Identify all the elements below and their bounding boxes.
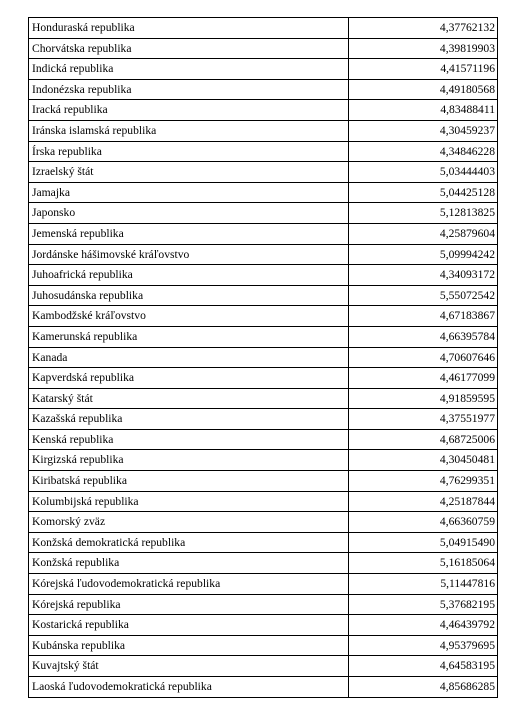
- rate-value-cell: 4,46439792: [349, 615, 498, 636]
- rate-value-cell: 4,25187844: [349, 491, 498, 512]
- table-row: [29, 203, 498, 224]
- table-row: [29, 429, 498, 450]
- country-name-cell: Kambodžské kráľovstvo: [29, 306, 349, 327]
- country-name-cell: Kanada: [29, 347, 349, 368]
- rate-value-cell: 4,34846228: [349, 141, 498, 162]
- country-name-cell: Kenská republika: [29, 429, 349, 450]
- table-row: [29, 347, 498, 368]
- country-name-cell: Kórejská ľudovodemokratická republika: [29, 574, 349, 595]
- table-body: [29, 18, 498, 698]
- table-row: [29, 368, 498, 389]
- table-row: [29, 265, 498, 286]
- country-name-cell: Iránska islamská republika: [29, 120, 349, 141]
- rate-value-cell: 5,16185064: [349, 553, 498, 574]
- rate-value-cell: 5,04425128: [349, 182, 498, 203]
- rate-value-cell: 4,30459237: [349, 120, 498, 141]
- rate-value-cell: 4,83488411: [349, 100, 498, 121]
- table-row: [29, 553, 498, 574]
- country-name-cell: Indická republika: [29, 59, 349, 80]
- table-row: [29, 244, 498, 265]
- country-name-cell: Kazašská republika: [29, 409, 349, 430]
- rate-value-cell: 4,95379695: [349, 635, 498, 656]
- rate-value-cell: 4,34093172: [349, 265, 498, 286]
- rate-value-cell: 4,76299351: [349, 471, 498, 492]
- table-row: [29, 512, 498, 533]
- table-row: [29, 285, 498, 306]
- country-name-cell: Indonézska republika: [29, 79, 349, 100]
- country-name-cell: Kuvajtský štát: [29, 656, 349, 677]
- country-name-cell: Jemenská republika: [29, 223, 349, 244]
- country-name-cell: Juhoafrická republika: [29, 265, 349, 286]
- table-row: [29, 223, 498, 244]
- country-name-cell: Kiribatská republika: [29, 471, 349, 492]
- country-name-cell: Konžská demokratická republika: [29, 532, 349, 553]
- table-row: [29, 38, 498, 59]
- rate-value-cell: 4,37551977: [349, 409, 498, 430]
- table-row: [29, 182, 498, 203]
- table-row: [29, 532, 498, 553]
- country-name-cell: Izraelský štát: [29, 162, 349, 183]
- rate-value-cell: 4,46177099: [349, 368, 498, 389]
- country-name-cell: Jordánske hášimovské kráľovstvo: [29, 244, 349, 265]
- table-row: [29, 450, 498, 471]
- country-name-cell: Konžská republika: [29, 553, 349, 574]
- table-row: [29, 635, 498, 656]
- table-row: [29, 141, 498, 162]
- rate-value-cell: 4,37762132: [349, 18, 498, 39]
- country-name-cell: Katarský štát: [29, 388, 349, 409]
- country-name-cell: Laoská ľudovodemokratická republika: [29, 677, 349, 698]
- rate-value-cell: 5,37682195: [349, 594, 498, 615]
- rate-value-cell: 4,85686285: [349, 677, 498, 698]
- rate-value-cell: 5,04915490: [349, 532, 498, 553]
- table-row: [29, 615, 498, 636]
- table-row: [29, 326, 498, 347]
- table-row: [29, 388, 498, 409]
- country-name-cell: Chorvátska republika: [29, 38, 349, 59]
- rate-value-cell: 5,55072542: [349, 285, 498, 306]
- table-row: [29, 594, 498, 615]
- country-name-cell: Kostarická republika: [29, 615, 349, 636]
- table-row: [29, 18, 498, 39]
- table-row: [29, 79, 498, 100]
- rate-value-cell: 4,67183867: [349, 306, 498, 327]
- country-name-cell: Juhosudánska republika: [29, 285, 349, 306]
- table-row: [29, 59, 498, 80]
- rate-value-cell: 4,39819903: [349, 38, 498, 59]
- country-name-cell: Írska republika: [29, 141, 349, 162]
- country-name-cell: Jamajka: [29, 182, 349, 203]
- table-row: [29, 574, 498, 595]
- country-name-cell: Kapverdská republika: [29, 368, 349, 389]
- rate-value-cell: 4,64583195: [349, 656, 498, 677]
- rate-value-cell: 5,12813825: [349, 203, 498, 224]
- table-row: [29, 162, 498, 183]
- country-name-cell: Honduraská republika: [29, 18, 349, 39]
- country-rates-table: [28, 17, 498, 698]
- country-name-cell: Japonsko: [29, 203, 349, 224]
- rate-value-cell: 5,09994242: [349, 244, 498, 265]
- country-name-cell: Kamerunská republika: [29, 326, 349, 347]
- rate-value-cell: 5,03444403: [349, 162, 498, 183]
- rate-value-cell: 4,41571196: [349, 59, 498, 80]
- country-name-cell: Komorský zväz: [29, 512, 349, 533]
- table-row: [29, 677, 498, 698]
- table-row: [29, 491, 498, 512]
- rate-value-cell: 4,68725006: [349, 429, 498, 450]
- table-row: [29, 100, 498, 121]
- table-row: [29, 306, 498, 327]
- rate-value-cell: 4,25879604: [349, 223, 498, 244]
- rate-value-cell: 4,30450481: [349, 450, 498, 471]
- rate-value-cell: 4,66360759: [349, 512, 498, 533]
- country-name-cell: Kirgizská republika: [29, 450, 349, 471]
- rate-value-cell: 4,49180568: [349, 79, 498, 100]
- country-name-cell: Kubánska republika: [29, 635, 349, 656]
- country-name-cell: Kórejská republika: [29, 594, 349, 615]
- rate-value-cell: 4,70607646: [349, 347, 498, 368]
- rate-value-cell: 4,91859595: [349, 388, 498, 409]
- table-row: [29, 409, 498, 430]
- table-row: [29, 656, 498, 677]
- rate-value-cell: 5,11447816: [349, 574, 498, 595]
- rate-value-cell: 4,66395784: [349, 326, 498, 347]
- country-name-cell: Iracká republika: [29, 100, 349, 121]
- table-row: [29, 471, 498, 492]
- country-name-cell: Kolumbijská republika: [29, 491, 349, 512]
- table-row: [29, 120, 498, 141]
